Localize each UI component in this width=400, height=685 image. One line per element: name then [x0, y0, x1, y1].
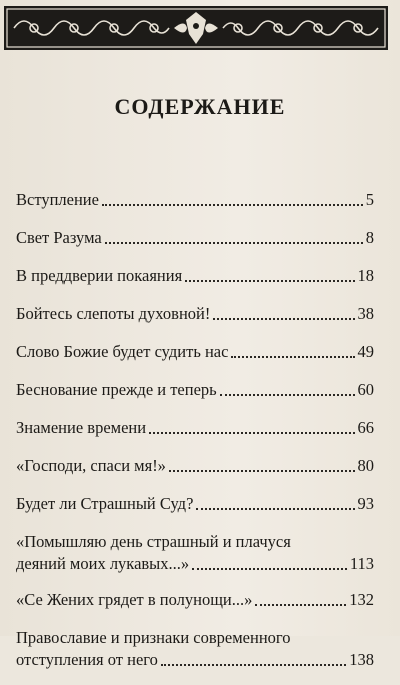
dot-leader [169, 470, 355, 472]
toc-entry [16, 341, 374, 363]
toc-entry [16, 531, 374, 575]
toc-entry [16, 417, 374, 439]
toc-entry-title: Беснование прежде и теперь [16, 380, 217, 399]
ornamental-border-icon [4, 6, 388, 50]
toc-entry-page: 80 [357, 456, 374, 475]
toc-entry [16, 589, 374, 611]
toc-entry [16, 189, 374, 211]
toc-entry [16, 379, 374, 401]
toc-entry [16, 493, 374, 515]
toc-entry-page: 60 [357, 380, 374, 399]
toc-entry-title: «Се Жених грядет в полунощи...» [16, 590, 253, 609]
toc-entry-title: Слово Божие будет судить нас [16, 342, 229, 361]
dot-leader [161, 664, 346, 666]
dot-leader [105, 242, 363, 244]
dot-leader [102, 204, 363, 206]
toc-entry [16, 455, 374, 477]
toc-title: СОДЕРЖАНИЕ [114, 94, 286, 119]
dot-leader [231, 356, 354, 358]
dot-leader [185, 280, 354, 282]
toc-entry-page: 49 [357, 342, 374, 361]
toc-entry-page: 66 [357, 418, 374, 437]
toc-entry-title-line1: «Помышляю день страшный и плачуся [16, 532, 291, 551]
toc-entry-page: 113 [349, 554, 374, 573]
toc-entry [16, 303, 374, 325]
dot-leader [196, 508, 354, 510]
dot-leader [255, 604, 346, 606]
toc-entry-title: Бойтесь слепоты духовной! [16, 304, 211, 323]
toc-entry-title: отступления от него [16, 650, 158, 669]
toc-entry [16, 265, 374, 287]
dot-leader [149, 432, 354, 434]
toc-entry-page: 5 [365, 190, 374, 209]
toc-entry-title: В преддверии покаяния [16, 266, 183, 285]
dot-leader [213, 318, 354, 320]
toc-entry-title: Будет ли Страшный Суд? [16, 494, 194, 513]
toc-entry-page: 93 [357, 494, 374, 513]
toc-entry-title: «Господи, спаси мя!» [16, 456, 166, 475]
toc-entry-page: 132 [349, 590, 374, 609]
toc-entry-title: Знамение времени [16, 418, 147, 437]
toc-entry-page: 38 [357, 304, 374, 323]
toc-entry-page: 138 [349, 650, 374, 669]
table-of-contents [16, 189, 374, 685]
toc-entry-title: Вступление [16, 190, 99, 209]
toc-entry [16, 227, 374, 249]
toc-entry-page: 18 [357, 266, 374, 285]
dot-leader [220, 394, 355, 396]
toc-entry-title: Свет Разума [16, 228, 102, 247]
toc-entry-page: 8 [365, 228, 374, 247]
toc-entry-title-line1: Православие и признаки современного [16, 628, 291, 647]
toc-entry [16, 627, 374, 671]
toc-entry-title: деяний моих лукавых...» [16, 554, 190, 573]
dot-leader [192, 568, 347, 570]
